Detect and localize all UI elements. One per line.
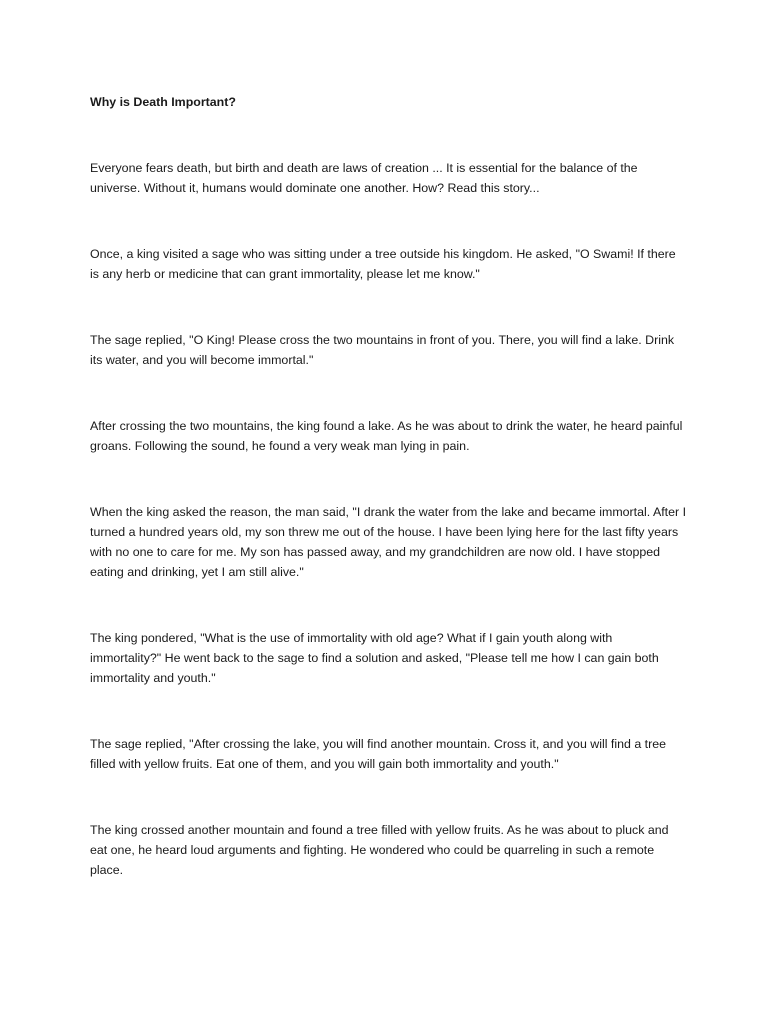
paragraph-7: The sage replied, "After crossing the lake, you will find another mountain. Cross it, and you will find a tree filled with yellow fruits. Eat one of them, and you will gain both immortality and youth." [90,737,667,771]
paragraph-4: After crossing the two mountains, the king found a lake. As he was about to drink the water, he heard painful groans. Following the sound, he found a very weak man lying in pain. [90,419,683,453]
paragraph-5: When the king asked the reason, the man said, "I drank the water from the lake and became immortal. After I turned a hundred years old, my son threw me out of the house. I have been lying here for the last fifty years with no one to care for me. My son has passed away, and my grandchildren are now old. I have stopped eating and drinking, yet I am still alive." [90,505,687,579]
paragraph-8: The king crossed another mountain and found a tree filled with yellow fruits. As he was about to pluck and eat one, he heard loud arguments and fighting. He wondered who could be quarreling in such a remote place. [90,823,669,877]
paragraph-1: Everyone fears death, but birth and death are laws of creation ... It is essential for the balance of the universe. Without it, humans would dominate one another. How? Read this story... [90,161,638,195]
paragraph-2: Once, a king visited a sage who was sitting under a tree outside his kingdom. He asked, "O Swami! If there is any herb or medicine that can grant immortality, please let me know." [90,247,676,281]
paragraph-3: The sage replied, "O King! Please cross the two mountains in front of you. There, you will find a lake. Drink its water, and you will become immortal." [90,333,675,367]
document-body [90,92,686,926]
paragraph-6: The king pondered, "What is the use of immortality with old age? What if I gain youth along with immortality?" He went back to the sage to find a solution and asked, "Please tell me how I can gain both immortality and youth." [90,631,659,685]
document-title: Why is Death Important? [90,95,236,109]
